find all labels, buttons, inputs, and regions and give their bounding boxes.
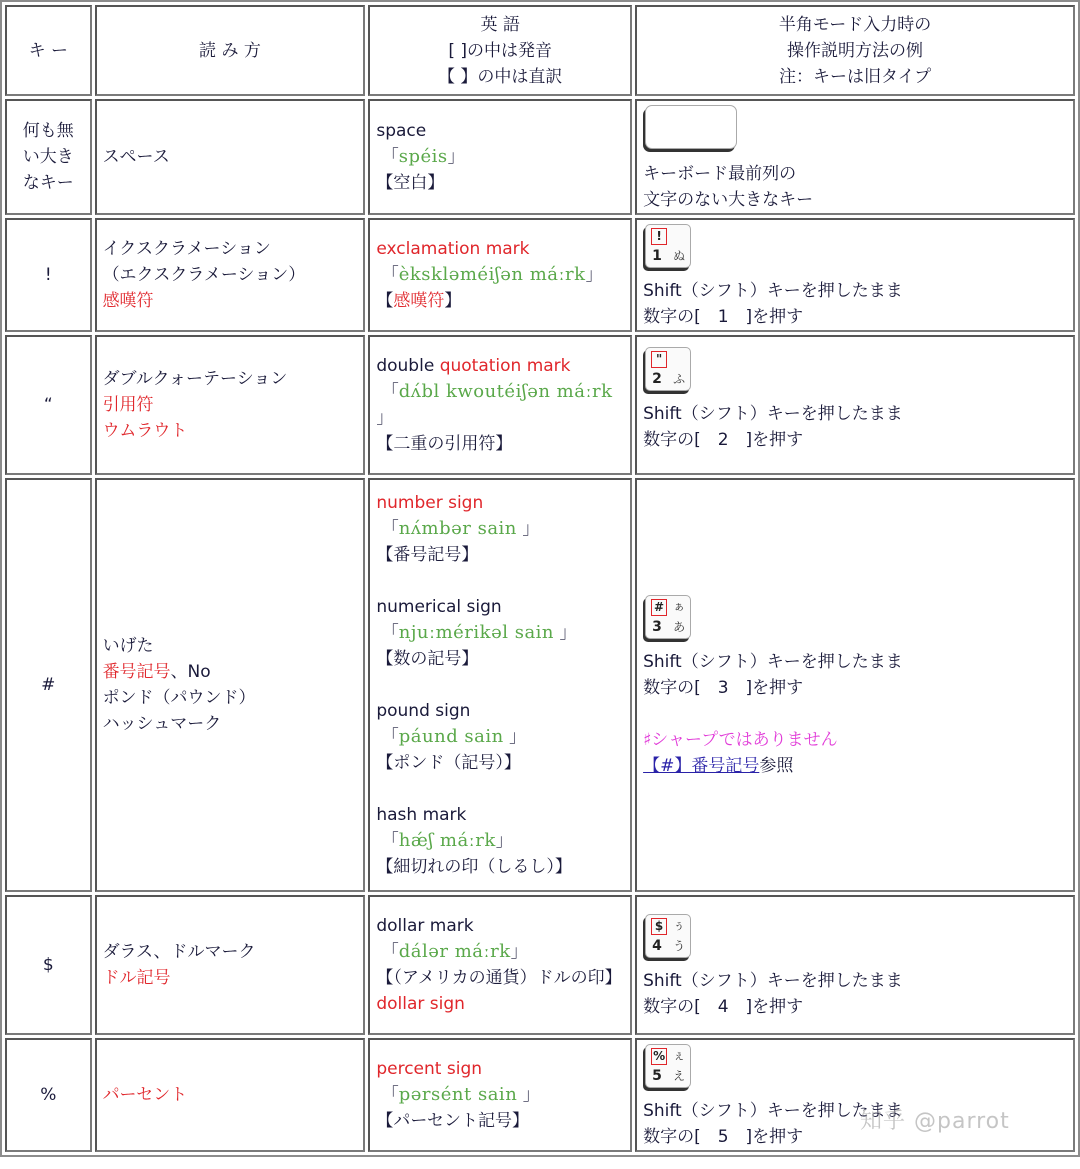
operation-cell: " 2 ふ Shift（シフト）キーを押したまま 数字の[ 2 ]を押す	[635, 335, 1075, 475]
key-cell: #	[5, 478, 92, 892]
operation-cell: キーボード最前列の 文字のない大きなキー	[635, 99, 1075, 215]
table-row	[5, 335, 1075, 475]
pronunciation: dʌ́bl kwoutéiʃən máːrk	[398, 381, 613, 402]
keycap-3-icon: # 3 ぁ あ	[645, 595, 691, 639]
english-cell: double quotation mark 「dʌ́bl kwoutéiʃən máːrk 」 【二重の引用符】	[368, 335, 632, 475]
english-cell: number sign 「nʌ́mbər sain 」 【番号記号】 numerical sign 「njuːmérikəl sain 」 【数の記号】 pound sign 「páund sain 」 【ポンド（記号）】 hash mark 「hǽʃ máːrk」 【細切れの印（しるし）】	[368, 478, 632, 892]
key-cell: $	[5, 895, 92, 1035]
pronunciation: nʌ́mbər sain	[398, 518, 517, 539]
operation-cell: $ 4 ぅ う Shift（シフト）キーを押したまま 数字の[ 4 ]を押す	[635, 895, 1075, 1035]
reading-cell: イクスクラメーション （エクスクラメーション） 感嘆符	[95, 218, 366, 332]
operation-cell: ! 1 ぬ Shift（シフト）キーを押したまま 数字の[ 1 ]を押す	[635, 218, 1075, 332]
header-operation: 半角モード入力時の 操作説明方法の例 注：キーは旧タイプ	[635, 5, 1075, 96]
pronunciation: èkskləméiʃən máːrk	[398, 264, 586, 285]
table-row	[5, 218, 1075, 332]
operation-cell: % 5 ぇ え Shift（シフト）キーを押したまま 数字の[ 5 ]を押す	[635, 1038, 1075, 1152]
table-row	[5, 478, 1075, 892]
key-cell: 何も無い大きなキー	[5, 99, 92, 215]
pronunciation: páund sain	[398, 726, 504, 747]
english-cell: space 「spéis」 【空白】	[368, 99, 632, 215]
english-cell: percent sign 「pərsént sain 」 【パーセント記号】	[368, 1038, 632, 1152]
pronunciation: dálər máːrk	[398, 941, 511, 962]
key-cell: !	[5, 218, 92, 332]
key-cell: “	[5, 335, 92, 475]
watermark: 知乎 @parrot	[860, 1109, 1010, 1134]
space-key-icon	[645, 105, 737, 149]
pronunciation: hǽʃ máːrk	[398, 830, 496, 851]
english-cell: exclamation mark 「èkskləméiʃən máːrk」 【感嘆符】	[368, 218, 632, 332]
reading-cell: ダラス、ドルマーク ドル記号	[95, 895, 366, 1035]
number-sign-link[interactable]: 【#】番号記号	[643, 756, 760, 776]
not-sharp-note: ♯シャープではありません	[643, 730, 838, 750]
pronunciation: pərsént sain	[398, 1084, 518, 1105]
reading-cell: ダブルクォーテーション 引用符 ウムラウト	[95, 335, 366, 475]
reading-cell: スペース	[95, 99, 366, 215]
key-cell: %	[5, 1038, 92, 1152]
table-row	[5, 895, 1075, 1035]
header-english: 英 語 [ ]の中は発音 【 】の中は直訳	[368, 5, 632, 96]
keycap-1-icon: ! 1 ぬ	[645, 224, 691, 268]
header-key: キ ー	[5, 5, 92, 96]
table-row	[5, 99, 1075, 215]
english-cell: dollar mark 「dálər máːrk」 【（アメリカの通貨）ドルの印】 dollar sign	[368, 895, 632, 1035]
header-reading: 読 み 方	[95, 5, 366, 96]
keycap-2-icon: " 2 ふ	[645, 347, 691, 391]
keycap-4-icon: $ 4 ぅ う	[645, 914, 691, 958]
pronunciation: njuːmérikəl sain	[398, 622, 555, 643]
operation-cell: # 3 ぁ あ Shift（シフト）キーを押したまま 数字の[ 3 ]を押す ♯シャープではありません 【#】番号記号参照	[635, 478, 1075, 892]
header-row	[5, 5, 1075, 96]
reading-cell: いげた 番号記号、No ポンド（パウンド） ハッシュマーク	[95, 478, 366, 892]
keycap-5-icon: % 5 ぇ え	[645, 1044, 691, 1088]
pronunciation: spéis	[398, 146, 448, 167]
reading-cell: パーセント	[95, 1038, 366, 1152]
